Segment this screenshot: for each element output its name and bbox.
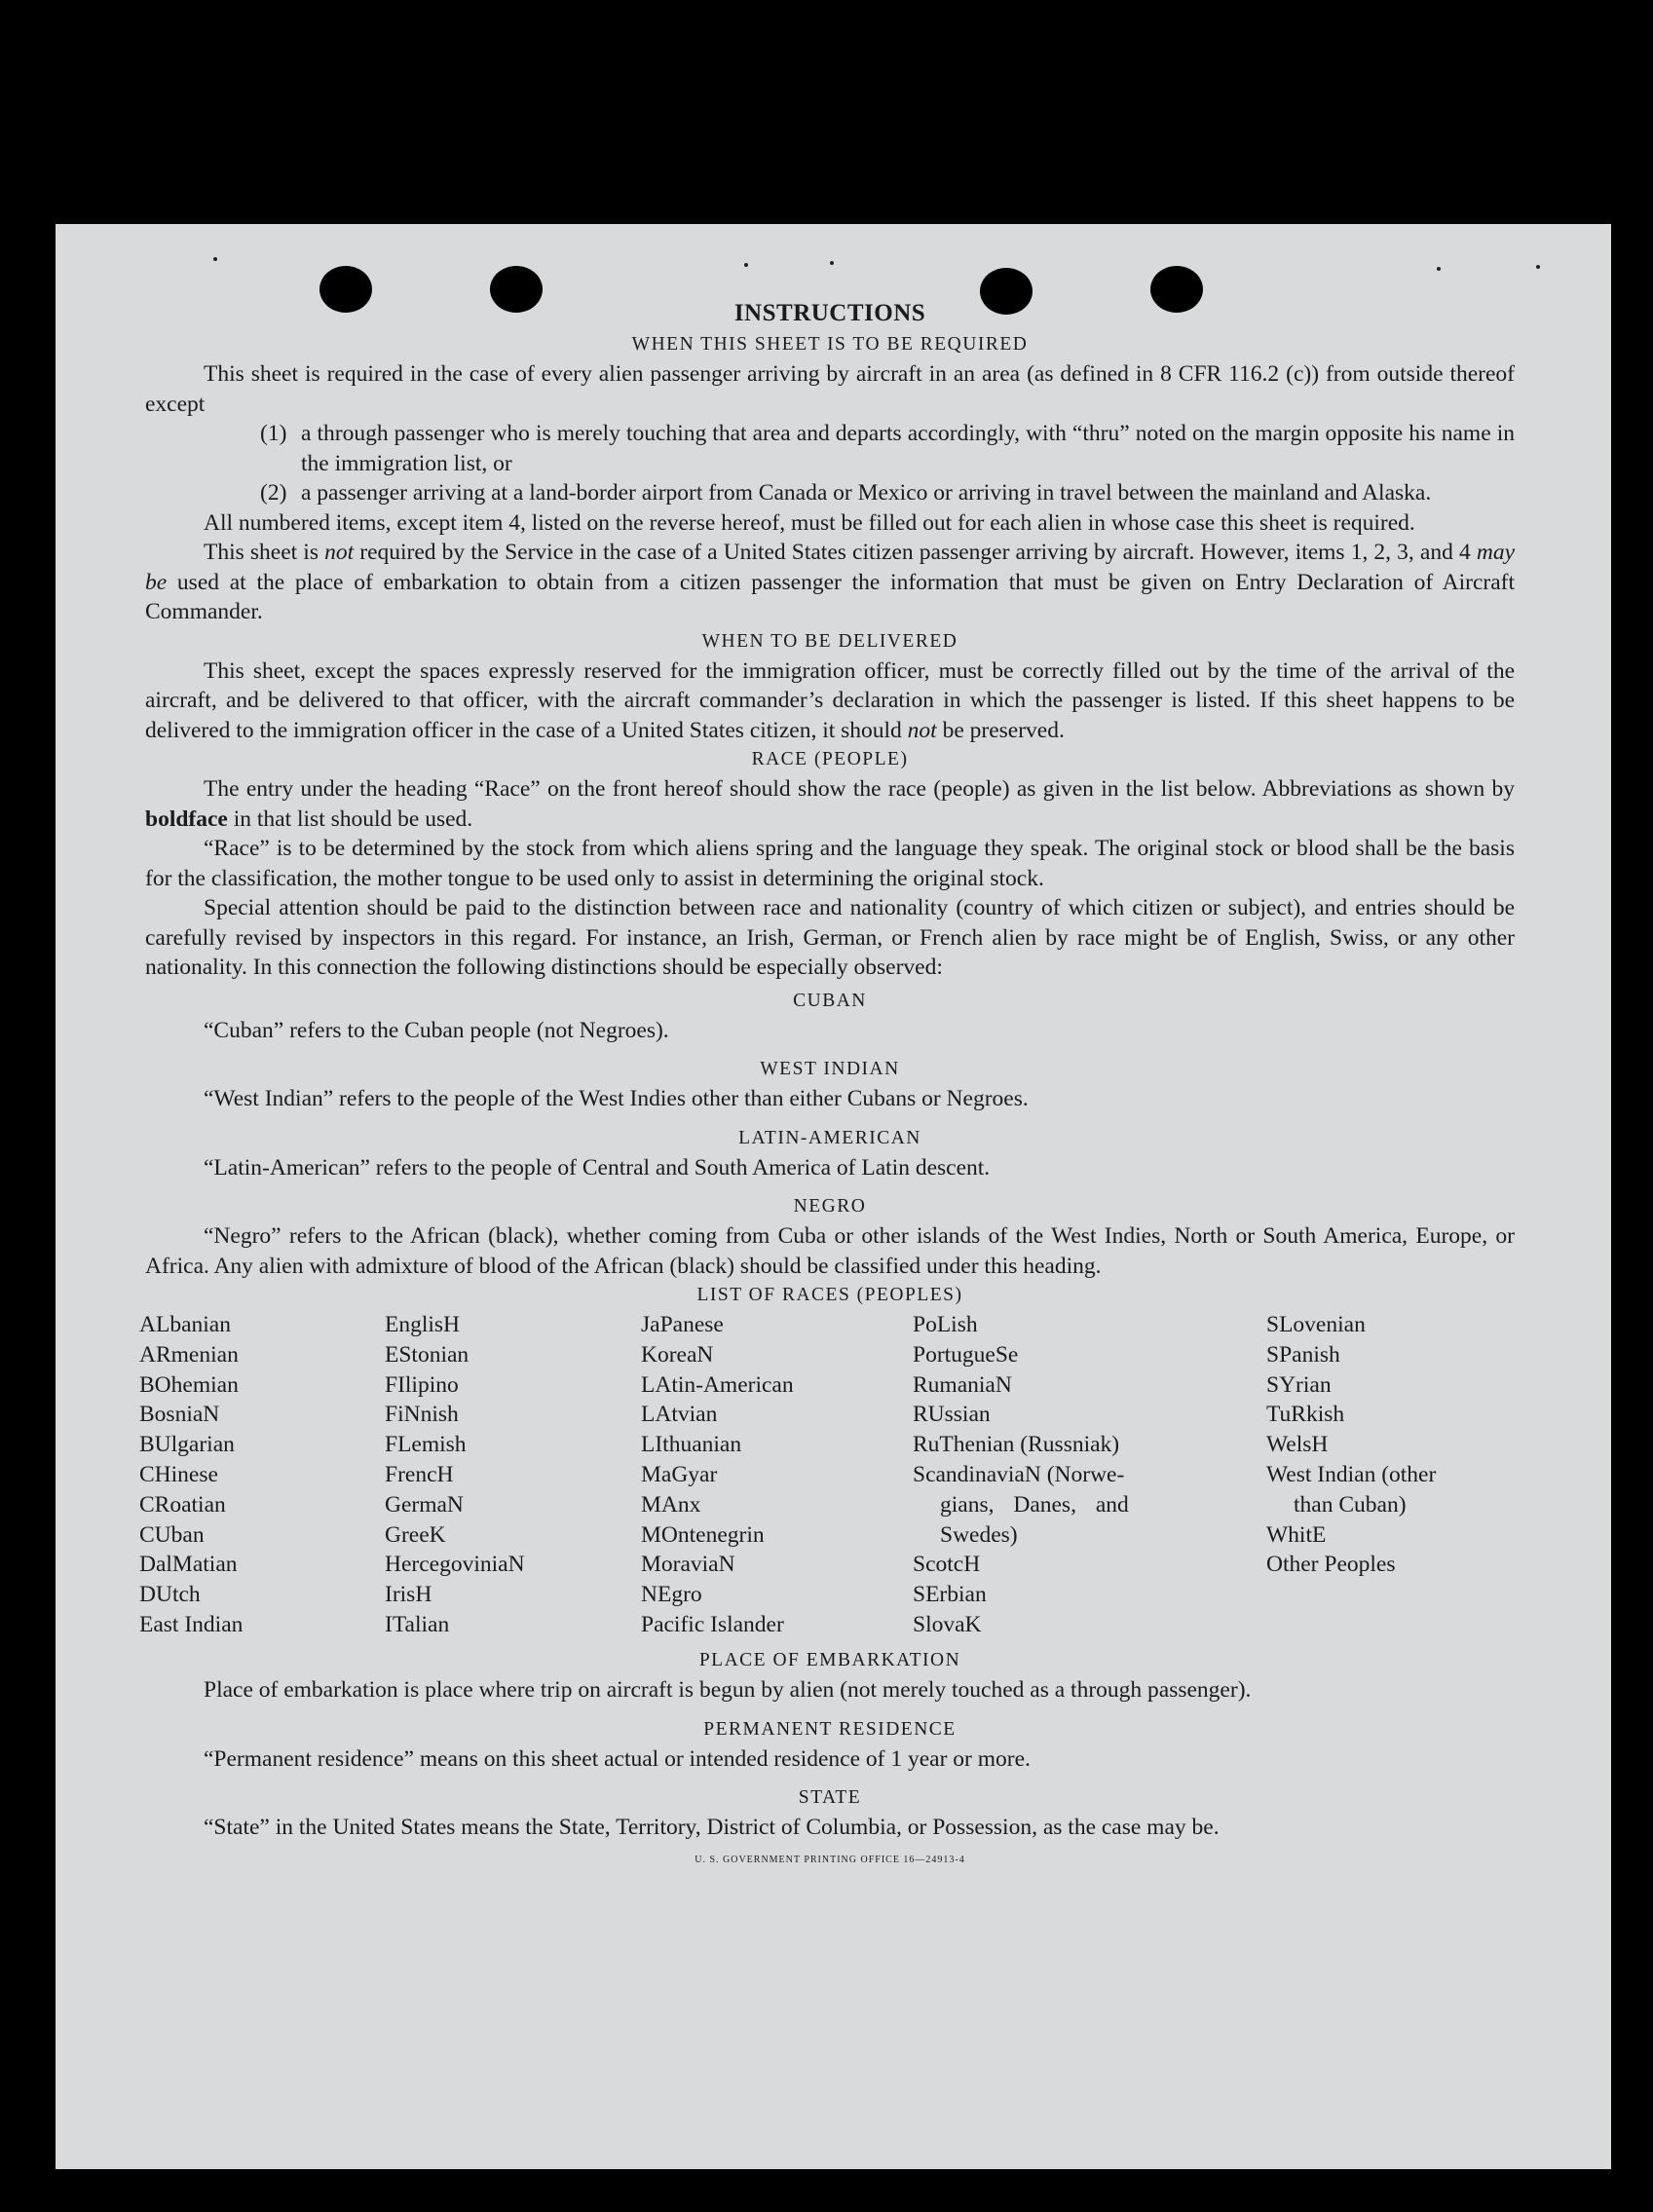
- item-text: a passenger arriving at a land-border airport from Canada or Mexico or arriving in travel between the mainland and Alaska.: [301, 480, 1432, 506]
- race-entry: Other Peoples: [1266, 1552, 1396, 1578]
- race-entry: PortugueSe: [913, 1341, 1019, 1368]
- race-entry: RUssian: [913, 1402, 991, 1428]
- race-entry: MaGyar: [641, 1461, 718, 1487]
- race-entry: gians, Danes, and: [940, 1491, 1129, 1518]
- race-entry: SPanish: [1266, 1341, 1340, 1368]
- race-entry: BOhemian: [139, 1371, 239, 1398]
- race-column: [913, 1310, 1129, 1640]
- section-heading: WHEN THIS SHEET IS TO BE REQUIRED: [631, 334, 1029, 355]
- emphasis: not: [907, 717, 937, 743]
- race-entry: FiNnish: [385, 1402, 459, 1428]
- race-entry: DalMatian: [139, 1552, 238, 1578]
- race-entry: FLemish: [385, 1432, 467, 1458]
- bold-text: boldface: [145, 806, 228, 832]
- race-entry: DUtch: [139, 1582, 201, 1608]
- race-column: [1266, 1310, 1436, 1580]
- race-entry: PoLish: [913, 1312, 978, 1337]
- race-entry: Pacific Islander: [641, 1611, 784, 1637]
- race-entry: Swedes): [940, 1521, 1018, 1548]
- item-number: (1): [260, 421, 287, 446]
- race-entry: WhitE: [1266, 1521, 1327, 1548]
- race-entry: ARmenian: [139, 1341, 239, 1368]
- race-entry: HercegoviniaN: [385, 1552, 525, 1578]
- paragraph: [145, 774, 1515, 834]
- section-heading: PERMANENT RESIDENCE: [703, 1718, 957, 1740]
- section-heading: CUBAN: [793, 990, 867, 1011]
- text-run: This sheet is: [204, 540, 325, 565]
- race-entry: ScandinaviaN (Norwe-: [913, 1461, 1125, 1487]
- race-entry: TuRkish: [1266, 1402, 1345, 1428]
- item-number: (2): [260, 480, 287, 506]
- race-entry: EnglisH: [385, 1312, 461, 1337]
- race-entry: ITalian: [385, 1611, 450, 1637]
- race-entry: MoraviaN: [641, 1552, 735, 1578]
- list-item: [260, 478, 1515, 508]
- paragraph: All numbered items, except item 4, listed on the reverse hereof, must be filled out for each alien in whose case this sheet is required.: [204, 509, 1415, 536]
- speck: [830, 261, 834, 265]
- speck: [213, 257, 217, 261]
- race-entry: ScotcH: [913, 1552, 981, 1578]
- text-run: The entry under the heading “Race” on the front hereof should show the race (people) as given in the list below. Abbreviations as shown by: [204, 776, 1515, 802]
- text-run: required by the Service in the case of a United States citizen passenger arriving by aircraft. However, items 1, 2, 3, and 4: [354, 540, 1477, 565]
- item-text: a through passenger who is merely touching that area and departs accordingly, with “thru” noted on the margin opposite his name in the immigration list, or: [301, 421, 1515, 476]
- section-heading: LIST OF RACES (PEOPLES): [696, 1285, 963, 1305]
- race-entry: GermaN: [385, 1491, 464, 1518]
- emphasis: not: [324, 540, 355, 565]
- page-title: INSTRUCTIONS: [733, 300, 926, 326]
- race-entry: West Indian (other: [1266, 1461, 1437, 1487]
- race-entry: BosniaN: [139, 1402, 220, 1428]
- paragraph: Place of embarkation is place where trip on aircraft is begun by alien (not merely touched as a through passenger).: [204, 1677, 1252, 1703]
- race-column: [641, 1310, 794, 1640]
- instructions-content: [139, 297, 1515, 1870]
- race-column: [385, 1310, 525, 1640]
- race-entry: RuThenian (Russniak): [913, 1432, 1120, 1458]
- speck: [1536, 265, 1540, 269]
- paragraph: “State” in the United States means the State, Territory, District of Columbia, or Possession, as the case may be.: [204, 1815, 1220, 1840]
- paragraph: Special attention should be paid to the distinction between race and nationality (country of which citizen or subject), and entries should be carefully revised by inspectors in this regard. For instance, an Irish, German, or French alien by race might be of English, Swiss, or any other nationality. In this connection the following distinctions should be especially observed:: [145, 895, 1515, 980]
- section-heading: PLACE OF EMBARKATION: [698, 1650, 961, 1670]
- text-run: in that list should be used.: [227, 806, 473, 832]
- race-entry: CRoatian: [139, 1491, 226, 1518]
- race-entry: FrencH: [385, 1461, 454, 1487]
- paragraph: This sheet is required in the case of every alien passenger arriving by aircraft in an area (as defined in 8 CFR 116.2 (c)) from outside thereof except: [145, 361, 1515, 417]
- text-run: be preserved.: [936, 717, 1065, 743]
- paragraph: [145, 538, 1515, 627]
- race-entry: LIthuanian: [641, 1432, 742, 1458]
- race-entry: East Indian: [139, 1611, 244, 1637]
- race-entry: JaPanese: [641, 1312, 724, 1337]
- speck: [744, 263, 748, 267]
- speck: [1437, 267, 1441, 271]
- race-entry: BUlgarian: [139, 1432, 235, 1458]
- printer-imprint: U. S. GOVERNMENT PRINTING OFFICE 16—24913-4: [695, 1854, 965, 1865]
- race-entry: than Cuban): [1294, 1491, 1407, 1518]
- section-heading: STATE: [798, 1787, 862, 1808]
- paragraph: “Negro” refers to the African (black), whether coming from Cuba or other islands of the West Indies, North or South America, Europe, or Africa. Any alien with admixture of blood of the African (black) should be classified under this heading.: [145, 1223, 1515, 1279]
- race-entry: RumaniaN: [913, 1371, 1012, 1398]
- race-entry: SLovenian: [1266, 1312, 1366, 1337]
- race-entry: MAnx: [641, 1491, 701, 1518]
- race-entry: FIlipino: [385, 1371, 459, 1398]
- race-entry: MOntenegrin: [641, 1521, 765, 1548]
- race-entry: SlovaK: [913, 1611, 982, 1637]
- race-entry: IrisH: [385, 1582, 432, 1608]
- race-list: [139, 1310, 1515, 1646]
- paragraph: “Permanent residence” means on this sheet actual or intended residence of 1 year or more.: [204, 1745, 1031, 1772]
- list-item: [260, 419, 1515, 478]
- paragraph: “Latin-American” refers to the people of Central and South America of Latin descent.: [204, 1154, 991, 1181]
- section-heading: LATIN-AMERICAN: [738, 1127, 921, 1148]
- paragraph: “Race” is to be determined by the stock from which aliens spring and the language they speak. The original stock or blood shall be the basis for the classification, the mother tongue to be used only to assist in determining the original stock.: [145, 836, 1515, 891]
- race-entry: ALbanian: [139, 1312, 231, 1337]
- paragraph: [145, 656, 1515, 746]
- race-entry: SYrian: [1266, 1371, 1332, 1398]
- race-column: [139, 1310, 243, 1640]
- emphasis: may be: [145, 540, 1515, 595]
- text-run: used at the place of embarkation to obtain from a citizen passenger the information that must be given on Entry Declaration of Aircraft Commander.: [145, 569, 1515, 624]
- section-heading: NEGRO: [793, 1196, 867, 1217]
- race-entry: NEgro: [641, 1582, 702, 1608]
- race-entry: CUban: [139, 1521, 205, 1548]
- text-run: This sheet, except the spaces expressly reserved for the immigration officer, must be correctly filled out by the time of the arrival of the aircraft, and be delivered to that officer, with the aircraft commander’s declaration in which the passenger is listed. If this sheet happens to be delivered to the immigration officer in the case of a United States citizen, it should: [145, 657, 1515, 743]
- race-entry: EStonian: [385, 1341, 470, 1368]
- race-entry: CHinese: [139, 1461, 218, 1487]
- race-entry: WelsH: [1266, 1432, 1329, 1458]
- race-entry: LAtvian: [641, 1402, 718, 1428]
- paragraph: “West Indian” refers to the people of the West Indies other than either Cubans or Negroes.: [204, 1086, 1029, 1111]
- section-heading: RACE (PEOPLE): [751, 749, 909, 769]
- section-heading: WHEN TO BE DELIVERED: [701, 630, 958, 652]
- paragraph: “Cuban” refers to the Cuban people (not Negroes).: [204, 1017, 669, 1043]
- race-entry: GreeK: [385, 1521, 446, 1548]
- section-heading: WEST INDIAN: [760, 1059, 900, 1079]
- race-entry: KoreaN: [641, 1341, 714, 1368]
- race-entry: LAtin-American: [641, 1371, 794, 1398]
- race-entry: SErbian: [913, 1582, 987, 1608]
